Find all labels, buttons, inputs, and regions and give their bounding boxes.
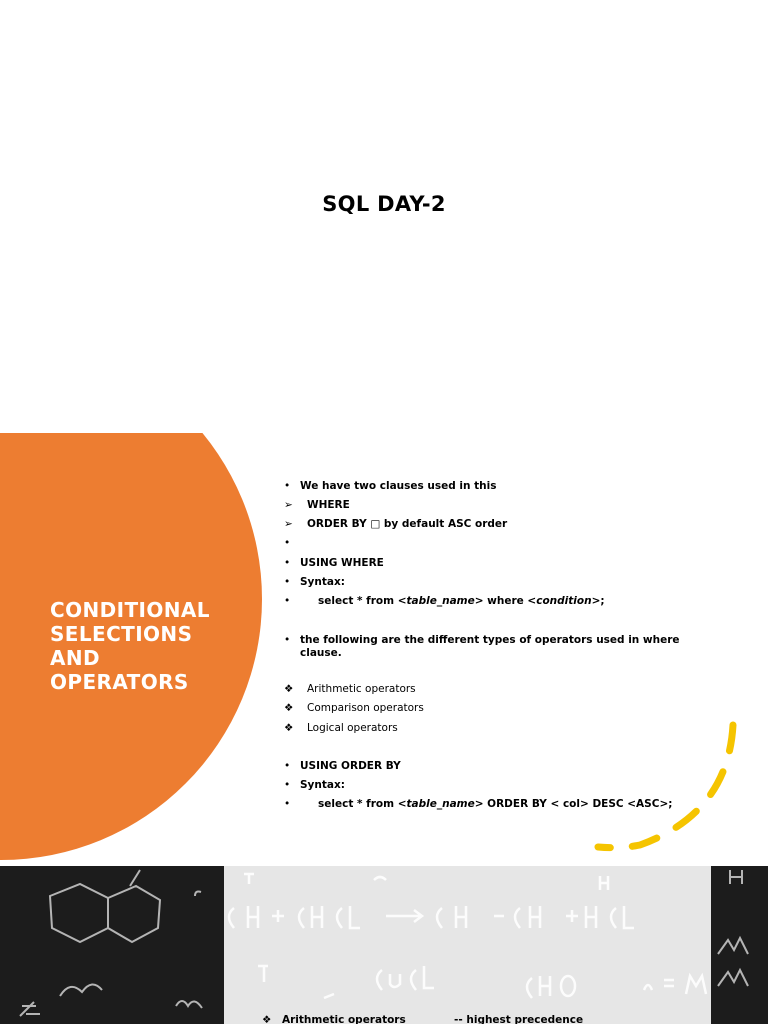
chalkboard-slide <box>0 866 768 1024</box>
faded-formula-drawing <box>224 866 711 1024</box>
bullet-icon: • <box>284 480 291 492</box>
diamond-bullet-icon: ❖ <box>262 1014 272 1024</box>
content-slide: CONDITIONAL SELECTIONS AND OPERATORS • We have two clauses used in this ➢ WHERE ➢ ORDER BY □ by default ASC order • • USING WHERE • Syntax: • select * from <table_name> where <condition>; • the following are the different types of operators used in where clause. ❖ Arithmetic operators ❖ Comparison operators ❖ Logical operators • USING ORDER BY • Syntax: • select * from <table_name> ORDER BY < col> DESC <ASC>; <box>0 433 768 866</box>
heading-line: SELECTIONS <box>50 622 193 646</box>
bullet-icon: • <box>284 537 291 549</box>
bullet-icon: • <box>284 760 291 772</box>
bullet-icon: • <box>284 576 291 588</box>
diamond-bullet-icon: ❖ <box>284 702 294 714</box>
bullet-icon: • <box>284 634 291 646</box>
diamond-bullet-icon: ❖ <box>284 722 294 734</box>
heading-line: OPERATORS <box>50 670 189 694</box>
bullet-icon: • <box>284 557 291 569</box>
title-slide <box>0 0 768 433</box>
dashed-arc-decoration <box>0 433 768 866</box>
list-item: ❖ Arithmetic operators -- highest precedence <box>262 1014 584 1024</box>
diamond-bullet-icon: ❖ <box>284 683 294 695</box>
heading-line: AND <box>50 646 101 670</box>
arrow-bullet-icon: ➢ <box>284 518 293 530</box>
arrow-bullet-icon: ➢ <box>284 499 293 511</box>
bullet-icon: • <box>284 798 291 810</box>
chalk-panel <box>224 866 711 1024</box>
heading-line: CONDITIONAL <box>50 598 210 622</box>
bullet-icon: • <box>284 595 291 607</box>
bullet-icon: • <box>284 779 291 791</box>
slide-title: SQL DAY-2 <box>322 192 446 216</box>
